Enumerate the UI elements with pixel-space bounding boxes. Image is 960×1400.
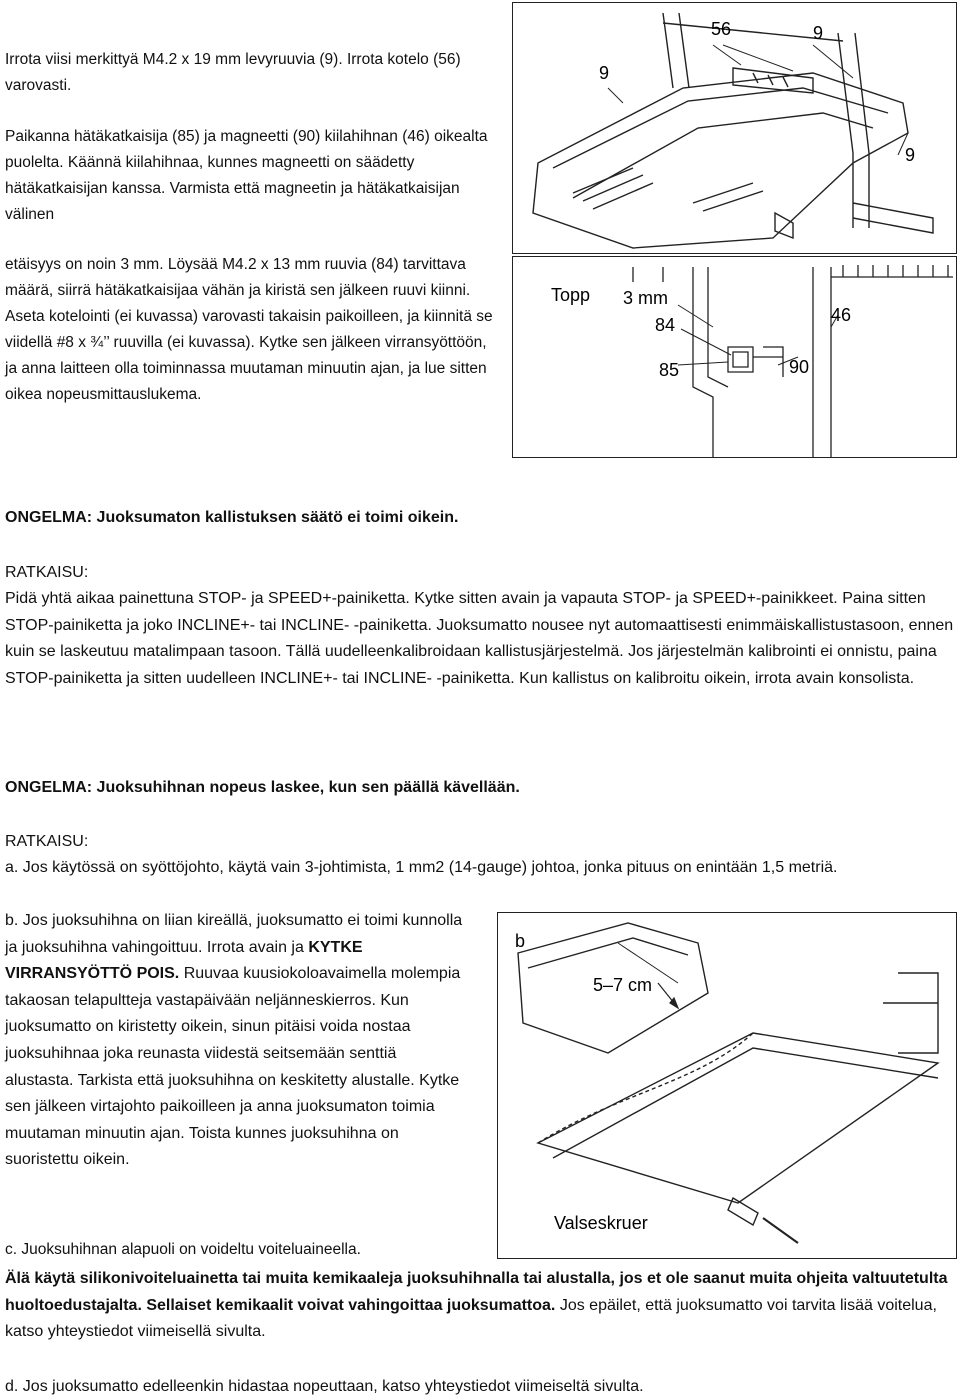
part-label: 56 [711, 19, 732, 39]
item-b-start: b. Jos juoksuhihna on liian kireällä, juoksumatto ei toimi kunnolla ja juoksuhihna vahingoittuu. Irrota avain ja [5, 912, 463, 956]
solution-text: Pidä yhtä aikaa painettuna STOP- ja SPEED+-painiketta. Kytke sitten avain ja vapauta STOP- ja SPEED+-painikkeet. Paina sitten STOP-painiketta ja joko INCLINE+- tai INCLINE- -painiketta. Juoksumatto nousee nyt automaattisesti enimmäiskallistustasoon, ennen kuin se laskeutuu matalimpaan tasoon. Tällä uudelleenkalibroidaan kallistusjärjestelmä. Jos järjestelmän kalibrointi ei onnistu, paina STOP-painiketta ja sitten uudelleen INCLINE+- tai INCLINE- -painiketta. Kun kallistus on kalibroitu oikein, irrota avain konsolista. [5, 590, 954, 687]
part-label: 3 mm [623, 288, 668, 308]
warning-bold: Älä käytä silikonivoiteluainetta tai muita kemikaaleja juoksuhihnalla tai alustalla, jos et ole saanut muita ohjeita valtuutetulta huoltoedustajalta. Sellaiset kemikaalit voivat vahingoittaa juoksumattoa. [5, 1270, 948, 1314]
part-label: Topp [551, 285, 591, 305]
figure-reed-switch [512, 256, 957, 458]
part-label: 90 [789, 357, 810, 377]
part-label: 9 [599, 63, 610, 83]
part-label: Valseskruer [554, 1213, 648, 1233]
intro-paragraph: Irrota viisi merkittyä M4.2 x 19 mm levyruuvia (9). Irrota kotelo (56) varovasti. [5, 51, 461, 94]
item-a: a. Jos käytössä on syöttöjohto, käytä vain 3-johtimista, 1 mm2 (14-gauge) johtoa, jonka pituus on enintään 1,5 metriä. [5, 859, 838, 876]
item-b-bold: KYTKE VIRRANSYÖTTÖ POIS. [5, 938, 363, 983]
warning-rest: Jos epäilet, että juoksumatto voi tarvita lisää voitelua, katso yhteystiedot viimeisellä sivulta. [5, 1296, 937, 1341]
item-d: d. Jos juoksumatto edelleenkin hidastaa nopeuttaan, katso yhteystiedot viimeiseltä sivulta. [5, 1378, 644, 1395]
part-label: b [515, 931, 526, 951]
item-c: c. Juoksuhihnan alapuoli on voideltu voiteluaineella. [5, 1241, 361, 1258]
part-label: 9 [813, 23, 824, 43]
problem-heading: ONGELMA: Juoksumaton kallistuksen säätö ei toimi oikein. [5, 509, 459, 526]
belt-drawing [498, 913, 956, 1258]
warning-paragraph [5, 1266, 955, 1346]
magnet-instructions-part2: etäisyys on noin 3 mm. Löysää M4.2 x 13 mm ruuvia (84) tarvittava määrä, siirrä hätäkatkaisijaa vähän ja kiristä sen jälkeen ruuvi kiinni. Aseta kotelointi (ei kuvassa) varovasti takaisin paikoilleen, ja kiinnitä se viidellä #8 x ¾’’ ruuvilla (ei kuvassa). Kytke sen jälkeen virransyöttöön, ja anna laitteen olla toiminnassa muutaman minuutin ajan, ja lue sitten oikea nopeusmittauslukema. [5, 256, 493, 403]
item-b [5, 908, 465, 1174]
hood-drawing [513, 3, 956, 253]
item-b-end: Ruuvaa kuusiokoloavaimella molempia takaosan telapultteja vastapäivään neljänneskierros. Kun juoksumatto on kiristetty oikein, sinun pitäisi voida nostaa juoksuhihnaa joka reunasta viidestä seitsemään senttiä alustasta. Tarkista että juoksuhihna on keskitetty alustalle. Kytke sen jälkeen virtajohto paikoilleen ja anna juoksumaton toimia muutaman minuutin ajan. Toista kunnes juoksuhihna on suoristettu oikein. [5, 965, 461, 1169]
part-label: 84 [655, 315, 676, 335]
solution-heading: RATKAISU: [5, 833, 89, 850]
figure-belt-tension [497, 912, 957, 1259]
part-label: 85 [659, 360, 680, 380]
part-label: 5–7 cm [593, 975, 653, 995]
magnet-instructions-part1: Paikanna hätäkatkaisija (85) ja magneetti (90) kiilahihnan (46) oikealta puolelta. Käännä kiilahihnaa, kunnes magneetti on säädetty hätäkatkaisijan kanssa. Varmista että magneetin ja hätäkatkaisijan välinen [5, 128, 488, 223]
problem-heading: ONGELMA: Juoksuhihnan nopeus laskee, kun sen päällä kävellään. [5, 779, 520, 796]
part-label: 46 [831, 305, 852, 325]
solution-heading: RATKAISU: [5, 564, 89, 581]
figure-hood-removal [512, 2, 957, 254]
part-label: 9 [905, 145, 916, 165]
